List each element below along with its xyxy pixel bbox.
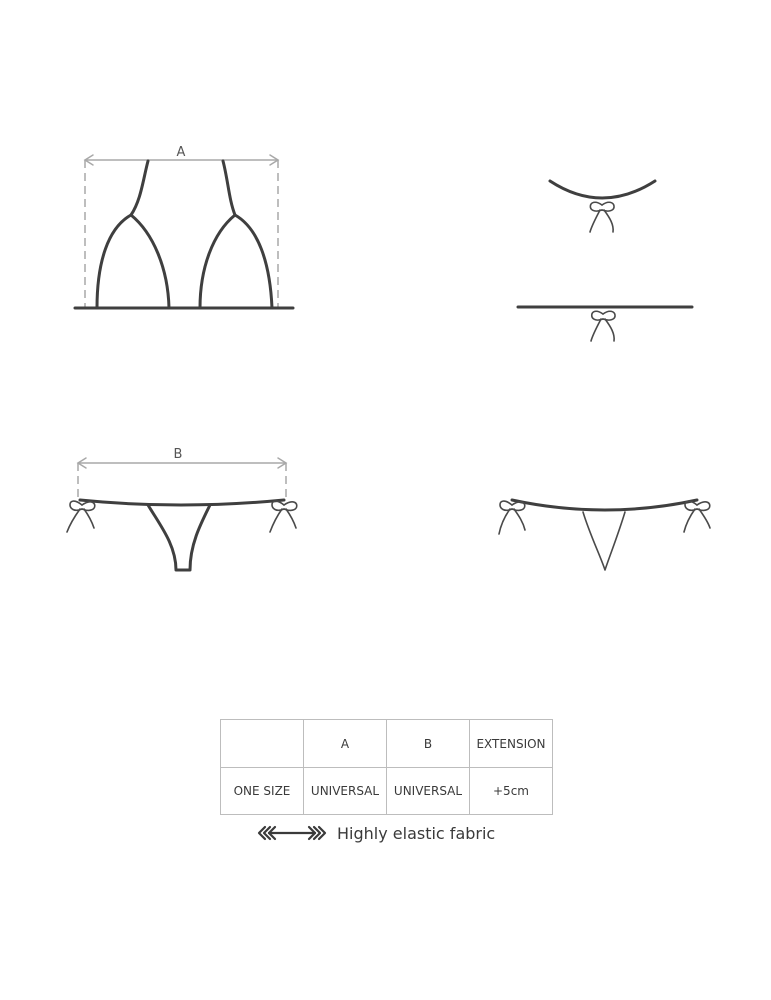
back-bow-icon <box>591 311 615 341</box>
bottom-front-right-bow-icon <box>270 501 297 532</box>
bikini-bottom-back-view <box>499 500 710 570</box>
size-table-size-cell: ONE SIZE <box>221 768 304 815</box>
size-table <box>220 719 553 815</box>
bottom-front-waistband <box>80 500 284 505</box>
size-table-header-extension: EXTENSION <box>470 720 553 768</box>
bikini-bottom-front-view <box>67 447 297 570</box>
bottom-back-left-bow-icon <box>499 501 525 534</box>
bottom-back-right-bow-icon <box>684 501 710 532</box>
double-arrow-stretch-icon <box>257 823 327 843</box>
dimension-a-label: A <box>176 145 186 160</box>
size-table-b-value: UNIVERSAL <box>387 768 470 815</box>
elastic-fabric-text: Highly elastic fabric <box>337 823 496 843</box>
bottom-front-panel <box>148 505 210 570</box>
bottom-back-waistband <box>512 500 697 510</box>
size-table-header-a: A <box>304 720 387 768</box>
size-table-a-value: UNIVERSAL <box>304 768 387 815</box>
bottom-back-thong-panel <box>583 512 625 570</box>
left-cup-inner-edge <box>131 215 169 308</box>
left-cup-outer-edge <box>97 161 148 308</box>
elastic-fabric-note <box>257 820 495 846</box>
size-table-header-row <box>221 720 553 768</box>
right-cup-outer-edge <box>223 161 272 308</box>
size-table-corner-cell <box>221 720 304 768</box>
size-table-extension-value: +5cm <box>470 768 553 815</box>
bottom-front-left-bow-icon <box>67 501 95 532</box>
neck-tie-strap <box>550 181 655 198</box>
right-cup-inner-edge <box>200 215 235 308</box>
bikini-top-back-view <box>518 181 692 341</box>
dimension-b-label: B <box>173 447 183 462</box>
size-table-header-b: B <box>387 720 470 768</box>
size-table-row <box>221 768 553 815</box>
neck-bow-icon <box>590 202 614 232</box>
bikini-top-front-view <box>75 145 293 308</box>
